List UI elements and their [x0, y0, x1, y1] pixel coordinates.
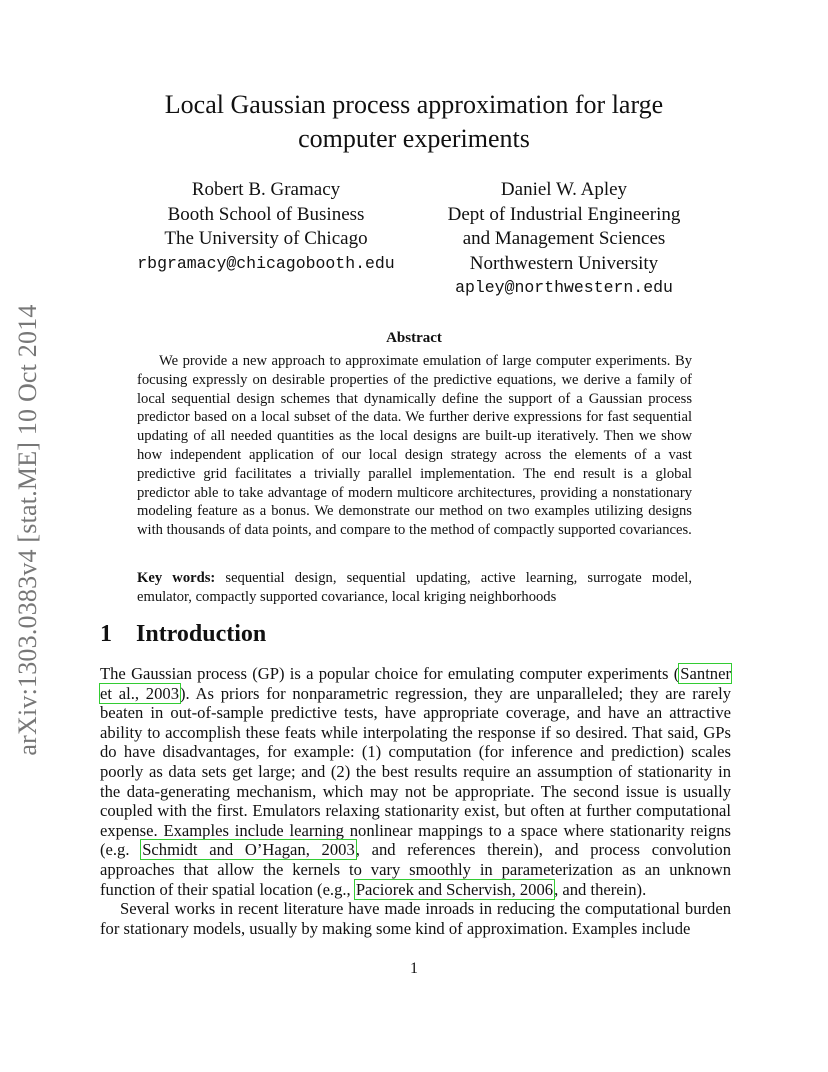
author-email: rbgramacy@chicagobooth.edu — [137, 253, 395, 273]
text-run: , and therein). — [554, 879, 647, 899]
citation-link[interactable]: Schmidt and O’Hagan, 2003 — [142, 840, 355, 860]
author-name: Daniel W. Apley — [500, 179, 628, 200]
title-line-1: Local Gaussian process approximation for large — [164, 90, 664, 119]
section-number: 1 — [100, 621, 112, 647]
author-affiliation: Dept of Industrial Engineering — [447, 203, 681, 225]
author-block-gramacy — [120, 178, 412, 276]
section-heading — [100, 621, 266, 648]
author-email: apley@northwestern.edu — [455, 278, 673, 297]
author-affiliation: and Management Sciences — [462, 228, 666, 249]
paper-title — [110, 88, 718, 156]
paragraph — [100, 664, 731, 899]
arxiv-identifier: arXiv:1303.0383v4 [stat.ME] 10 Oct 2014 — [13, 304, 42, 756]
introduction-text — [100, 664, 731, 938]
author-affiliation: Booth School of Business — [167, 203, 365, 225]
citation-link[interactable]: Santner et al., 2003 — [100, 664, 731, 703]
abstract-heading: Abstract — [386, 330, 442, 346]
text-run: , and references therein), and process convolution approaches that allow the kernels to vary smoothly in parameterization as an unknown function of their spatial location (e.g., — [100, 840, 731, 899]
keywords — [137, 569, 692, 607]
author-block-apley — [414, 178, 714, 301]
citation-link[interactable]: Paciorek and Schervish, 2006 — [355, 879, 554, 899]
title-line-2: computer experiments — [298, 124, 530, 153]
keywords-text: sequential design, sequential updating, active learning, surrogate model, emulator, compactly supported covariance, local kriging neighborhoods — [137, 570, 692, 605]
text-run: ). As priors for nonparametric regression, they are unparalleled; they are rarely beaten in out-of-sample predictive tests, have appropriate coverage, and have an attractive ability to accomplish these feats while interpolating the response if so desired. That said, GPs do have disadvantages, for example: (1) computation (for inference and prediction) scales poorly as data sets get large; and (2) the best results require an assumption of stationarity in the data-generating mechanism, which may not be appropriate. The second issue is usually coupled with the first. Emulators relaxing stationarity exist, but often at further computational expense. Examples include learning nonlinear mappings to a space where stationarity reigns (e.g. — [100, 683, 731, 860]
section-title: Introduction — [136, 621, 267, 647]
paragraph: Several works in recent literature have made inroads in reducing the computational burden for stationary models, usually by making some kind of approximation. Examples include — [100, 899, 731, 938]
keywords-label: Key words: — [137, 570, 216, 586]
author-affiliation: Northwestern University — [469, 252, 659, 274]
text-run: The Gaussian process (GP) is a popular choice for emulating computer experiments ( — [100, 664, 680, 683]
arxiv-sidebar — [8, 290, 48, 770]
author-affiliation: The University of Chicago — [164, 228, 368, 249]
author-name: Robert B. Gramacy — [191, 179, 341, 200]
abstract-body: We provide a new approach to approximate emulation of large computer experiments. By focusing expressly on desirable properties of the predictive equations, we derive a family of local sequential design schemes that dynamically define the support of a Gaussian process predictor based on a local subset of the data. We further derive expressions for fast sequential updating of all needed quantities as the local designs are built-up iteratively. Then we show how independent application of our local design strategy across the elements of a vast predictive grid facilitates a trivially parallel implementation. The end result is a global predictor able to take advantage of modern multicore architectures, providing a nonstationary modeling feature as a bonus. We demonstrate our method on two examples utilizing designs with thousands of data points, and compare to the method of compactly supported covariances. — [137, 353, 692, 539]
page-number: 1 — [410, 960, 418, 977]
